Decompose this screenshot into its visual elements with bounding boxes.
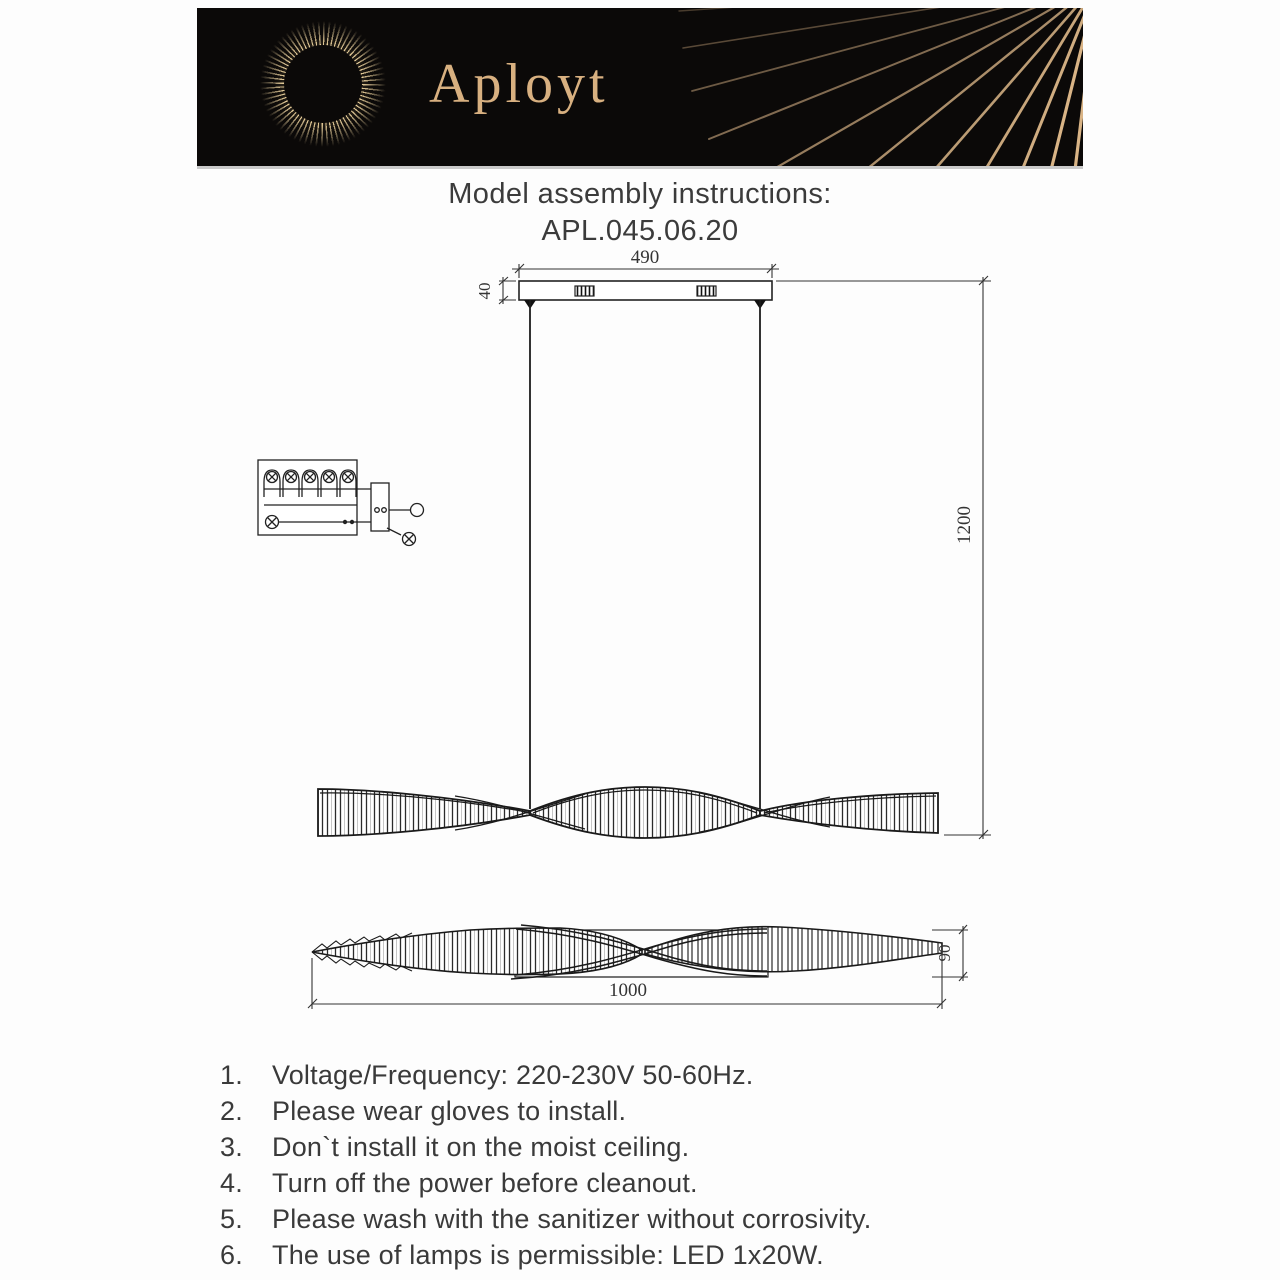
model-number: APL.045.06.20 [541,215,739,247]
instruction-list [220,1057,1080,1273]
list-item-number: 6. [220,1240,243,1270]
list-item [220,1057,1080,1093]
mains-lamp-symbol [403,533,416,546]
dimension-fixture-height [932,925,968,981]
list-item-number: 1. [220,1060,243,1090]
dimension-label: 40 [475,282,494,300]
list-item-text: Don`t install it on the moist ceiling. [272,1132,690,1162]
ribbon-right-lobe [760,793,938,833]
suspension-wires [530,300,760,809]
canopy-view [519,281,772,309]
list-item-number: 3. [220,1132,243,1162]
spindle-right-lobe [645,927,942,972]
list-item-text: Please wear gloves to install. [272,1096,627,1126]
dimension-label: 1000 [609,980,647,1001]
dimension-canopy-height [475,277,516,304]
terminal-block [697,286,716,296]
dimension-label: 90 [935,944,954,962]
list-item [220,1093,1080,1129]
list-item-number: 2. [220,1096,243,1126]
driver-box [371,483,389,531]
pendant-side-view [312,925,942,979]
dimension-label: 490 [630,247,660,268]
list-item-number: 4. [220,1168,243,1198]
list-item-text: Please wash with the sanitizer without corrosivity. [272,1204,872,1234]
ribbon-left-lobe [318,789,530,836]
list-item [220,1165,1080,1201]
list-item-text: Voltage/Frequency: 220-230V 50-60Hz. [272,1060,754,1090]
brand-logotype: Aployt [429,53,609,115]
list-item [220,1201,1080,1237]
pendant-front-view [318,787,938,838]
page-title: Model assembly instructions: [448,178,832,210]
list-item [220,1237,1080,1273]
dimension-label: 1200 [954,506,975,544]
dimension-drop-height [776,276,991,839]
terminal-block [575,286,594,296]
list-item [220,1129,1080,1165]
list-item-text: The use of lamps is permissible: LED 1x20W. [272,1240,824,1270]
list-item-text: Turn off the power before cleanout. [272,1168,698,1198]
ribbon-center-lobe [530,787,760,838]
dimension-canopy-width [512,247,779,278]
list-item-number: 5. [220,1204,243,1234]
hanging-ring [411,504,424,517]
wiring-diagram [258,460,424,546]
